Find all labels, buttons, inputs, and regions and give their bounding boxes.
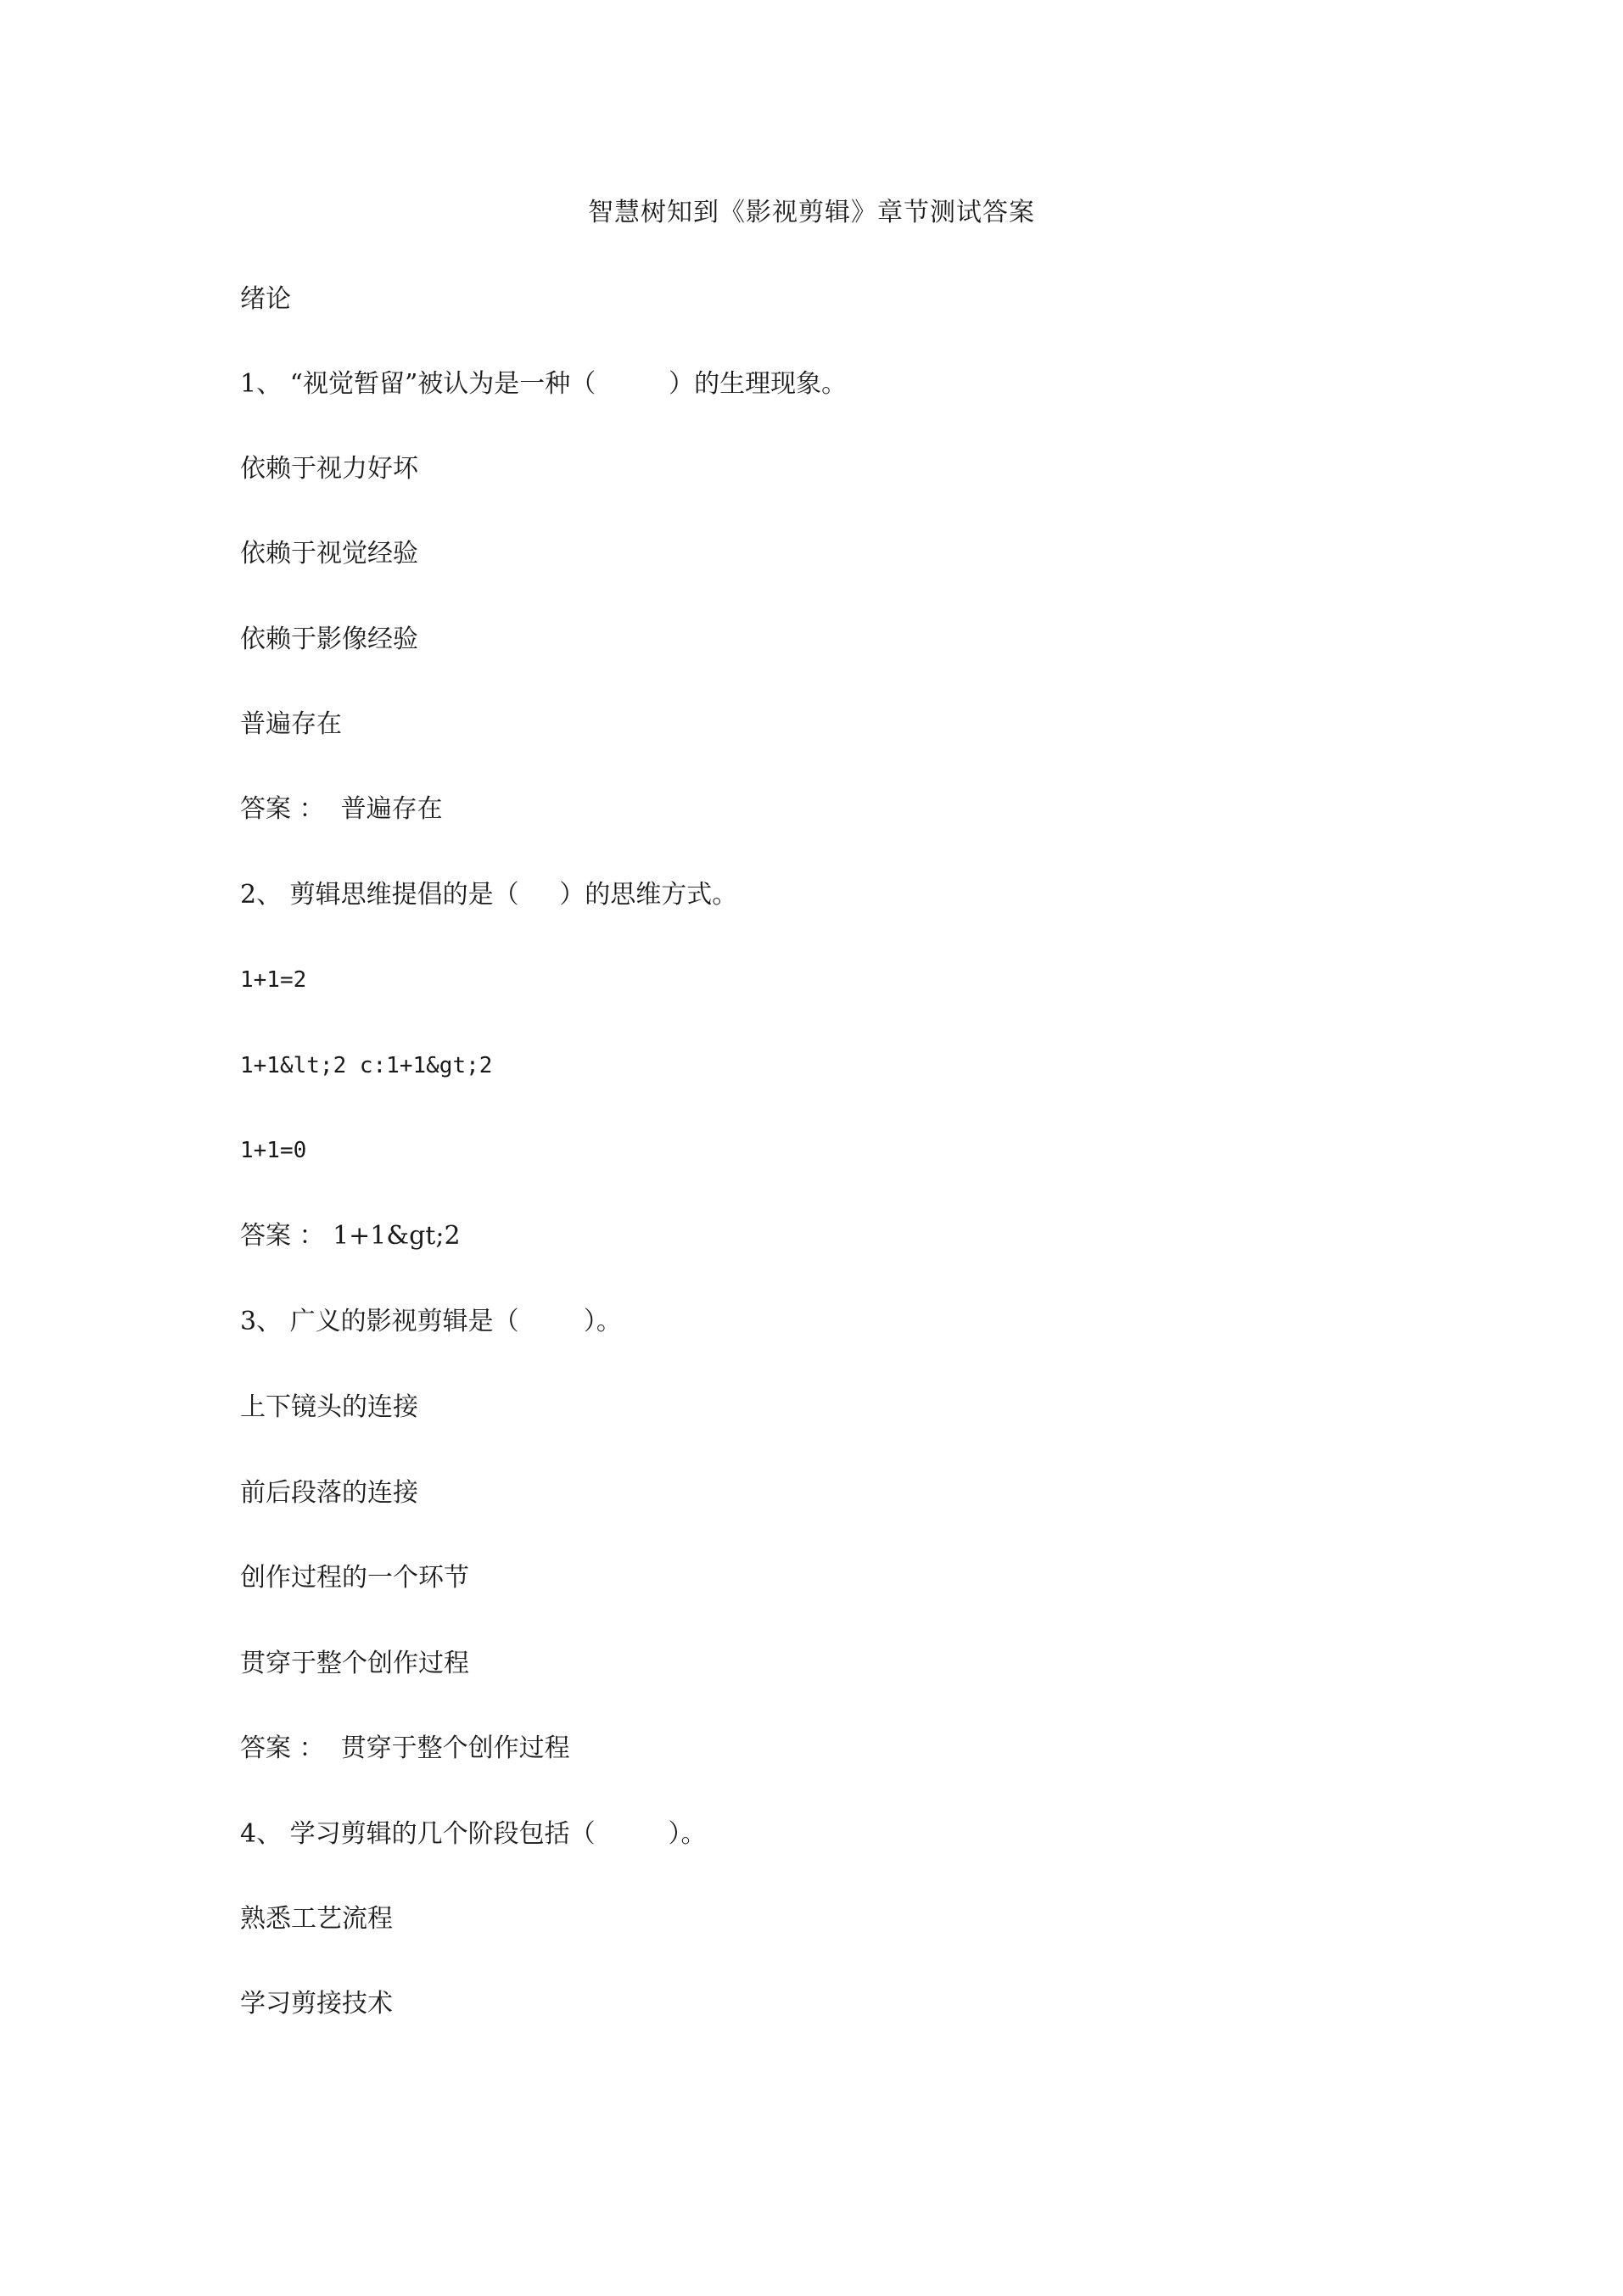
question-3-option-4: 贯穿于整个创作过程 [240,1649,469,1678]
question-1-answer: 答案 ： 普遍存在 [240,794,443,824]
question-2-option-1: 1+1=2 [240,967,307,993]
question-3-answer: 答案 ： 贯穿于整个创作过程 [240,1733,570,1763]
question-1-stem: 1、 “视觉暂留”被认为是一种（ ）的生理现象。 [240,369,848,399]
question-4-option-1: 熟悉工艺流程 [240,1904,393,1934]
question-2-stem: 2、 剪辑思维提倡的是（ ）的思维方式。 [240,880,738,910]
question-1-option-3: 依赖于影像经验 [240,624,418,654]
question-2-answer: 答案 ： 1+1&gt;2 [240,1221,461,1251]
question-4-stem: 4、 学习剪辑的几个阶段包括（ ）。 [240,1819,707,1849]
question-3-option-1: 上下镜头的连接 [240,1392,418,1422]
question-3-stem: 3、 广义的影视剪辑是（ ）。 [240,1307,622,1336]
question-2-option-2: 1+1&lt;2 c:1+1&gt;2 [240,1053,493,1078]
question-3-option-3: 创作过程的一个环节 [240,1563,469,1593]
document-title: 智慧树知到《影视剪辑》章节测试答案 [588,198,1035,227]
question-4-option-2: 学习剪接技术 [240,1989,393,2019]
question-1-option-4: 普遍存在 [240,709,342,739]
question-3-option-2: 前后段落的连接 [240,1478,418,1508]
section-heading: 绪论 [240,284,291,314]
question-2-option-3: 1+1=0 [240,1138,307,1163]
question-1-option-2: 依赖于视觉经验 [240,539,418,568]
question-1-option-1: 依赖于视力好坏 [240,454,418,484]
